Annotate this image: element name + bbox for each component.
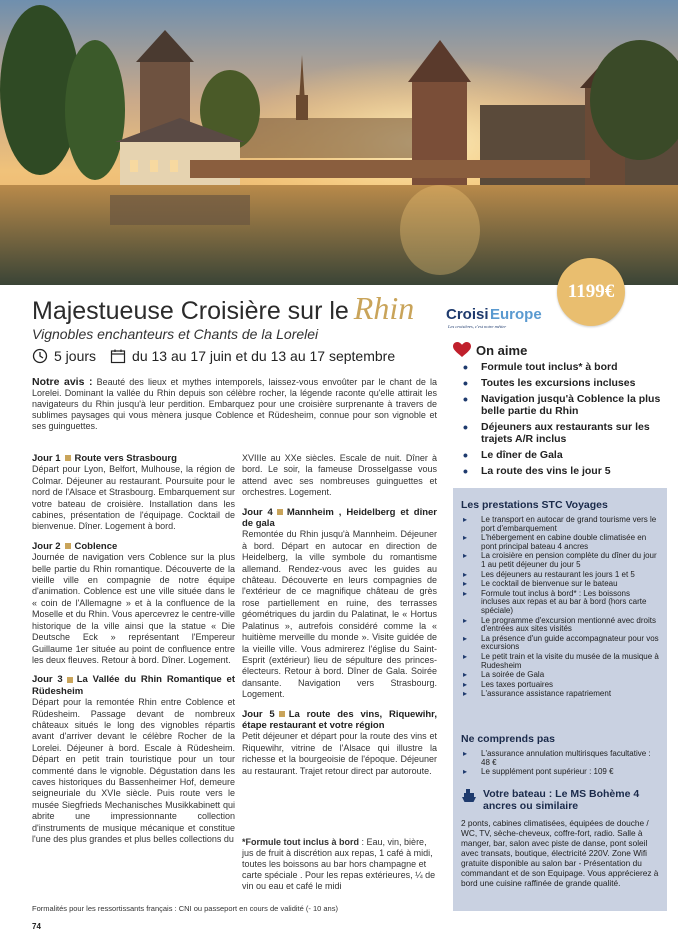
day-title: La Vallée du Rhin Romantique et Rüdesheim xyxy=(32,674,235,697)
square-icon xyxy=(279,711,285,717)
day-text: Remontée du Rhin jusqu'à Mannheim. Déjeuner à bord. Départ en autocar en direction de Heidelberg, la ville symbole du romantisme allemand. Rendez-vous avec les guides au château. Découverte en leurs compagnies de l'extérieur de ce magnifique château de grès rose partiellement en ruine, des terrasses géométriques du jardin du Palatinat, le « Hortus Palatinus », autrefois considéré comme la « huitième merveille du monde ». Visite guidée de la vieille ville. Vous admirerez l'église du Saint-Esprit (extérieur) lieu de sépulture des princes-électeurs. Retour à bord. Dîner de Gala. Soirée dansante. Navigation vers Strasbourg. Logement. xyxy=(242,529,437,700)
square-icon xyxy=(67,677,73,683)
svg-text:Les croisières, c'est notre mé: Les croisières, c'est notre métier xyxy=(448,324,507,329)
list-item: ▸ Le supplément pont supérieur : 109 € xyxy=(461,768,661,777)
notre-avis xyxy=(32,377,437,432)
prestations-heading: Les prestations STC Voyages xyxy=(461,499,608,511)
list-item: ▸ L'assurance assistance rapatriement xyxy=(461,690,661,699)
square-icon xyxy=(277,509,283,515)
bateau-description: 2 ponts, cabines climatisées, équipées de douche / WC, TV, sèche-cheveux, coffre-fort, radio. Salle à manger, bar, salon avec piste de danse, pont soleil avec transats, boutique, électricité 220V. Zone Wifi gratuite disponible au salon bar - Présentation du commandant et de son Equipage. Vous apprécierez à bord une cuisine raffinée de grande qualité. xyxy=(461,818,659,888)
itinerary-column-right xyxy=(242,453,437,785)
list-item: ▸ La croisière en pension complète du dîner du jour 1 au petit déjeuner du jour 5 xyxy=(461,552,661,569)
hero-photo-strasbourg xyxy=(0,0,678,285)
date-range: du 13 au 17 juin et du 13 au 17 septembre xyxy=(132,348,396,364)
day-title: La route des vins, Riquewihr, étape restaurant et votre région xyxy=(242,708,437,731)
day-title: Route vers Strasbourg xyxy=(74,453,177,464)
day-3-continued: XVIIIe au XXe siècles. Escale de nuit. Dîner à bord. Le soir, la fameuse Drosselgasse vous attend avec ses nombreuses guinguettes et orchestres. Logement. xyxy=(242,453,437,498)
list-item: ▸ Le petit train et la visite du musée de la musique à Rudesheim xyxy=(461,653,661,670)
title-main: Majestueuse Croisière sur le xyxy=(32,297,349,325)
day-1 xyxy=(32,453,235,533)
formule-label: *Formule tout inclus à bord xyxy=(242,837,360,847)
formule-text: : Eau, vin, bière, jus de fruit à discrétion aux repas, 1 café à midi, toutes les boissons au bar hors champagne et carte spéciale . Pour les repas extérieures, ¼ de vin ou eau et café le midi xyxy=(242,837,436,891)
heart-icon xyxy=(453,342,471,358)
title-accent: Rhin xyxy=(353,290,415,326)
on-aime-list xyxy=(453,361,668,477)
avis-label: Notre avis : xyxy=(32,376,93,388)
non-compris-heading: Ne comprends pas xyxy=(461,733,555,745)
list-item: ▸ Les déjeuners au restaurant les jours 1 et 5 xyxy=(461,571,661,580)
calendar-icon xyxy=(110,348,126,364)
list-item: ▸ Le programme d'excursion mentionné avec droits d'entrées aux sites visités xyxy=(461,617,661,634)
on-aime-heading xyxy=(453,342,668,358)
list-item: ▸ Formule tout inclus à bord* : Les boissons incluses aux repas et au bar à bord (hors carte spéciale) xyxy=(461,590,661,616)
square-icon xyxy=(65,455,71,461)
ship-icon xyxy=(461,788,477,804)
on-aime-title: On aime xyxy=(476,342,528,358)
list-item: • Déjeuners aux restaurants sur les trajets A/R inclus xyxy=(481,421,668,445)
itinerary-column-left xyxy=(32,453,235,853)
list-item: ▸ La soirée de Gala xyxy=(461,671,661,680)
on-aime-section xyxy=(453,342,668,481)
list-item: ▸ Les taxes portuaires xyxy=(461,681,661,690)
day-label: Jour 3 xyxy=(32,674,63,686)
clock-icon xyxy=(32,348,48,364)
bateau-heading-row xyxy=(461,788,661,812)
day-title: Mannheim , Heidelberg et dîner de gala xyxy=(242,506,437,530)
day-title: Coblence xyxy=(74,540,118,552)
day-text: Petit déjeuner et départ pour la route des vins et Riquewihr, vitrine de l'Alsace qui illustre la richesse et la bourgeoisie de l'époque. Déjeuner au restaurant. Trajet retour direct par autoroute. xyxy=(242,731,437,776)
footer-formalites: Formalités pour les ressortissants français : CNI ou passeport en cours de validité (- 10 ans) xyxy=(32,904,338,913)
day-text: Journée de navigation vers Coblence sur la plus belle partie du Rhin romantique. Découverte de la vieille ville en compagnie de notre équipe d'animation. Coblence est une ville située dans le « coin de l'Allemagne » et à la confluence de la Moselle et du Rhin. Vous apercevrez le centre-ville historique de la ville ainsi que la statue « Die Deutsche Eck » représentant l'Empereur Guillaume 1er située au point de confluence entre les deux fleuves. Retour à bord. Dîner. Logement. xyxy=(32,552,235,665)
prestations-list xyxy=(461,516,661,700)
list-item: ▸ Le transport en autocar de grand tourisme vers le port d'embarquement xyxy=(461,516,661,533)
svg-text:Europe: Europe xyxy=(490,306,542,323)
day-label: Jour 4 xyxy=(242,506,273,518)
avis-text: Beauté des lieux et mythes intemporels, laissez-vous envoûter par le chant de la Lorelei. Dominant la vallée du Rhin depuis son célèbre rocher, la légende raconte qu'elle attirait les navigateurs du Rhin jusqu'à leur perdition. Embarquez pour une croisière surprenante à travers de sublimes paysages qui vous mènera jusque Coblence et Rüdesheim, connue pour son vignoble et ses guinguettes. xyxy=(32,377,437,431)
list-item: • Toutes les excursions incluses xyxy=(481,377,668,389)
day-2 xyxy=(32,541,235,666)
svg-text:Croisi: Croisi xyxy=(446,306,489,323)
croisieurope-logo xyxy=(446,303,542,331)
list-item: • Navigation jusqu'à Coblence la plus belle partie du Rhin xyxy=(481,393,668,417)
bateau-heading: Votre bateau : Le MS Bohème 4 ancres ou similaire xyxy=(483,788,640,812)
day-5 xyxy=(242,709,437,777)
list-item: • La route des vins le jour 5 xyxy=(481,465,668,477)
day-4 xyxy=(242,507,437,701)
square-icon xyxy=(65,543,71,549)
list-item: ▸ Le cocktail de bienvenue sur le bateau xyxy=(461,580,661,589)
list-item: • Le dîner de Gala xyxy=(481,449,668,461)
duration: 5 jours xyxy=(54,348,97,364)
day-label: Jour 2 xyxy=(32,540,61,552)
trip-dates xyxy=(32,348,395,364)
list-item: ▸ L'hébergement en cabine double climatisée en pont principal bateau 4 ancres xyxy=(461,534,661,551)
price-badge: 1199€ xyxy=(557,258,625,326)
non-compris-list xyxy=(461,750,661,778)
day-text: Départ pour Lyon, Belfort, Mulhouse, la région de Colmar. Déjeuner au restaurant. Poursuite pour le nord de l'Alsace et Strasbourg. Embarquement sur votre bateau de croisière. Installation dans les cabines, présentation de l'équipage. Cocktail de bienvenue. Dîner. Logement à bord. xyxy=(32,464,235,532)
day-label: Jour 5 xyxy=(242,708,275,720)
day-3 xyxy=(32,674,235,845)
formule-note xyxy=(242,837,437,892)
list-item: ▸ La présence d'un guide accompagnateur pour vos excursions xyxy=(461,635,661,652)
day-text: Départ pour la remontée Rhin entre Coblence et Rüdesheim. Passage devant de nombreux châteaux situés le long des vignobles répartis avant d'arriver devant le célèbre Rocher de la Lorelei. Déjeuner à bord. Escale à Rüdesheim. Départ en petit train touristique pour un tour commenté dans le vignoble. Dégustation dans les caves historiques du Bassenheimer Hof, demeure seigneuriale du XVIe siècle. Puis route vers le musée Siegfrieds Mechanisches Musikkabinett qui abrite une impressionnante collection d'instruments de musique mécanique et constitue l'une des plus grandes et plus belles collections du xyxy=(32,697,235,844)
subtitle: Vignobles enchanteurs et Chants de la Lorelei xyxy=(32,326,319,342)
page-title xyxy=(32,290,414,327)
day-label: Jour 1 xyxy=(32,453,61,464)
page-number: 74 xyxy=(32,922,41,931)
list-item: • Formule tout inclus* à bord xyxy=(481,361,668,373)
list-item: ▸ L'assurance annulation multirisques facultative : 48 € xyxy=(461,750,661,767)
